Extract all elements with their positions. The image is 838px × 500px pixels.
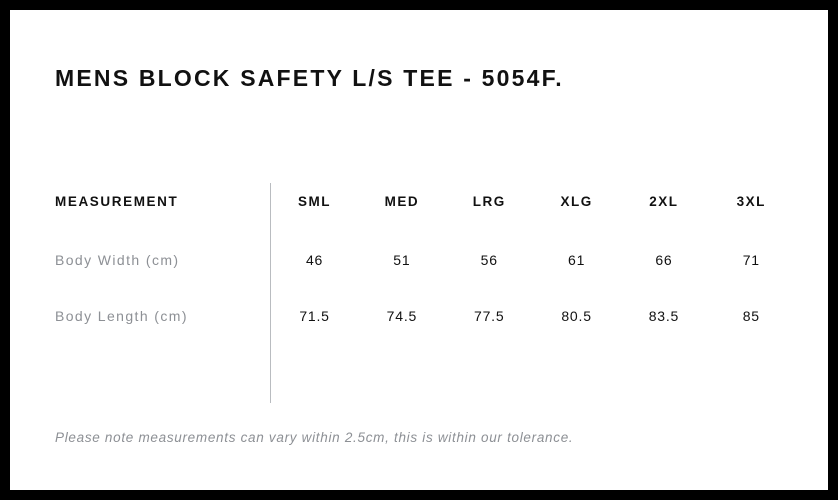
column-header-xlg: XLG xyxy=(560,193,593,209)
row-label-body-width: Body Width (cm) xyxy=(55,252,180,268)
cell-body-width-xlg: 61 xyxy=(567,252,586,268)
cell-body-length-2xl: 83.5 xyxy=(648,308,680,324)
table-row xyxy=(55,288,795,344)
cell-body-width-sml: 46 xyxy=(305,252,324,268)
vertical-divider xyxy=(270,183,271,403)
size-chart-page xyxy=(10,10,828,490)
column-header-measurement: MEASUREMENT xyxy=(55,193,179,209)
row-label-body-length: Body Length (cm) xyxy=(55,308,188,324)
column-header-3xl: 3XL xyxy=(736,193,766,209)
cell-body-width-3xl: 71 xyxy=(742,252,760,268)
cell-body-length-lrg: 77.5 xyxy=(474,308,505,324)
page-title: MENS BLOCK SAFETY L/S TEE - 5054F. xyxy=(55,65,564,91)
column-header-sml: SML xyxy=(298,193,332,209)
cell-body-width-2xl: 66 xyxy=(655,252,673,268)
column-header-2xl: 2XL xyxy=(649,193,679,209)
cell-body-length-sml: 71.5 xyxy=(299,308,330,324)
size-table-container xyxy=(55,170,795,344)
cell-body-width-lrg: 56 xyxy=(480,252,498,268)
size-table xyxy=(55,170,795,344)
tolerance-note: Please note measurements can vary within 2.5cm, this is within our tolerance. xyxy=(55,430,574,445)
column-header-lrg: LRG xyxy=(472,193,506,209)
cell-body-length-xlg: 80.5 xyxy=(561,308,592,324)
cell-body-length-med: 74.5 xyxy=(386,308,418,324)
cell-body-width-med: 51 xyxy=(393,252,411,268)
cell-body-length-3xl: 85 xyxy=(742,308,760,324)
table-row xyxy=(55,232,795,288)
column-header-med: MED xyxy=(384,193,420,209)
table-header-row xyxy=(55,170,795,232)
